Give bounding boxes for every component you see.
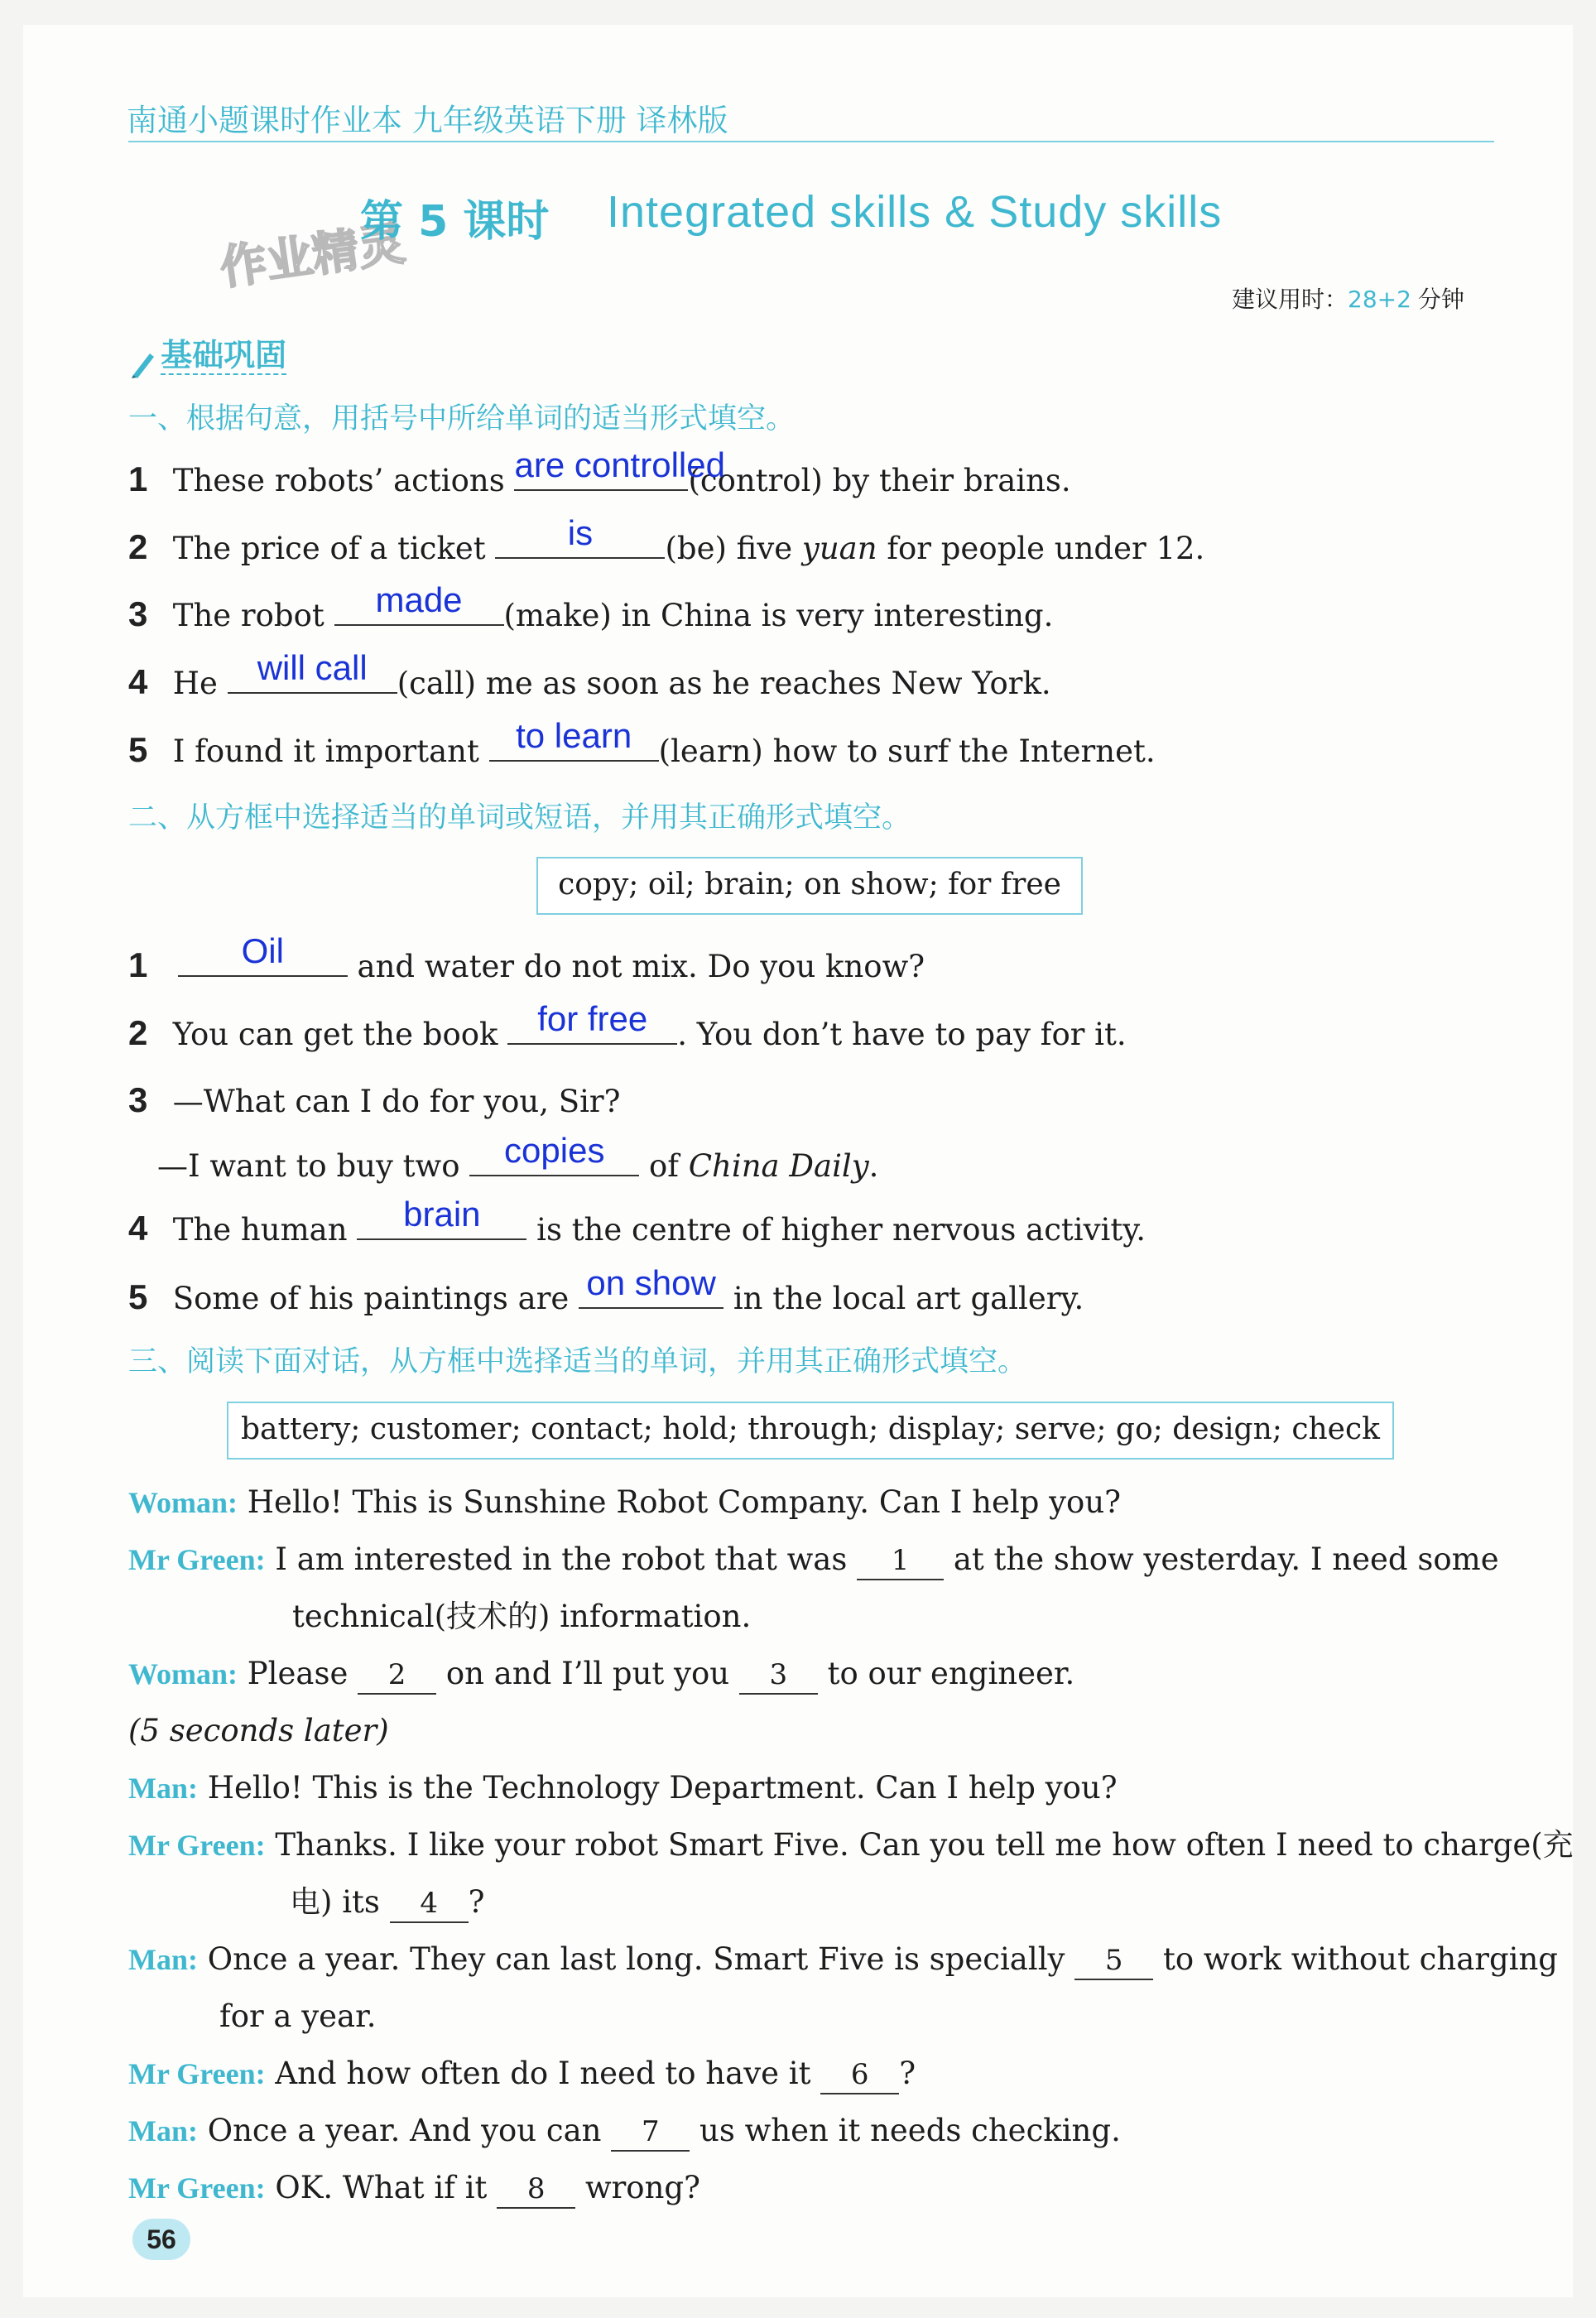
part1-question-3 [128,580,1054,634]
question-text: —What can I do for you, Sir? [172,1084,621,1119]
answer-blank [514,445,725,491]
answer: Oil [241,931,284,970]
dialogue-text: And how often do I need to have it [275,2056,811,2091]
answer: to learn [516,716,632,755]
dialogue-text: ? [468,1884,485,1920]
answer-blank [334,580,504,626]
dialogue-text: Hello! This is the Technology Department. Can I help you? [207,1770,1118,1806]
question-number: 3 [128,1080,148,1119]
part2-instruction: 二、从方框中选择适当的单词或短语，并用其正确形式填空。 [128,801,911,834]
speaker: Mr Green: [128,1829,266,1862]
question-text: I found it important [172,733,479,769]
question-text: —I want to buy two [157,1148,460,1184]
question-text: The human [172,1212,348,1248]
header-divider [128,141,1494,142]
numbered-blank: 8 [497,2171,575,2209]
answer: on show [586,1263,716,1302]
answer-blank [228,648,397,694]
italic-word: China Daily [688,1148,869,1184]
part3-word-box: battery; customer; contact; hold; through; display; serve; go; design; check [227,1402,1394,1460]
numbered-blank: 5 [1074,1942,1153,1980]
speaker: Man: [128,2114,198,2147]
question-number: 4 [128,1209,148,1248]
question-number: 3 [128,594,148,633]
watermark: 作业精灵 [217,216,409,296]
dialogue-text: us when it needs checking. [699,2113,1121,2148]
part2-question-3-reply [157,1131,879,1185]
speaker: Woman: [128,1657,238,1690]
book-title: 南通小题课时作业本 九年级英语下册 译林版 [127,103,728,138]
dialogue-text: Once a year. And you can [207,2113,602,2148]
question-text: for people under 12. [887,531,1205,566]
answer-blank [489,716,659,762]
numbered-blank: 4 [390,1885,469,1923]
question-number: 1 [128,945,148,984]
answer-blank [357,1195,526,1240]
part1-instruction: 一、根据句意，用括号中所给单词的适当形式填空。 [128,402,796,435]
dialogue-line-1 [128,1484,1121,1521]
numbered-blank: 1 [857,1542,944,1580]
answer: copies [504,1131,605,1170]
question-text: (make) in China is very interesting. [503,598,1054,633]
numbered-blank: 7 [611,2114,690,2152]
time-label: 建议用时： [1232,286,1348,313]
dialogue-line-8 [128,2056,916,2094]
category-heading [128,329,286,378]
question-number: 5 [128,1277,148,1316]
dialogue-text: wrong? [584,2170,700,2205]
dialogue-line-5 [128,1770,1118,1806]
answer-blank [507,999,677,1045]
dialogue-text: Hello! This is Sunshine Robot Company. Can I help you? [247,1484,1122,1520]
dialogue-text: on and I’ll put you [445,1656,730,1691]
answer: are controlled [514,445,725,484]
question-number: 2 [128,1013,148,1052]
dialogue-line-6 [128,1827,1574,1864]
speaker: Mr Green: [128,1543,266,1576]
question-number: 4 [128,662,148,701]
question-text: These robots’ actions [172,463,505,498]
part3-instruction: 三、阅读下面对话，从方框中选择适当的单词，并用其正确形式填空。 [128,1345,1027,1378]
dialogue-text: Once a year. They can last long. Smart Five is specially [207,1941,1065,1977]
dialogue-line-9 [128,2113,1121,2152]
dialogue-text: to work without charging [1162,1941,1558,1977]
question-text: Some of his paintings are [172,1281,570,1316]
dialogue-text: to our engineer. [827,1656,1075,1691]
time-unit: 分钟 [1417,286,1464,313]
category-label: 基础巩固 [161,337,287,373]
question-text: (control) by their brains. [688,463,1071,498]
speaker: Man: [128,1943,198,1976]
numbered-blank: 3 [739,1657,818,1695]
dialogue-line-2-cont: technical(技术的) information. [292,1599,752,1634]
answer-blank [495,513,665,559]
part1-question-4 [128,648,1051,702]
dialogue-text: I am interested in the robot that was [275,1541,848,1577]
time-value: 28+2 [1348,286,1411,313]
dialogue-text: Please [247,1656,349,1691]
dialogue-line-6-cont [290,1884,485,1923]
italic-word: yuan [801,531,877,566]
part2-word-box: copy; oil; brain; on show; for free [536,857,1083,915]
numbered-blank: 2 [358,1657,436,1695]
answer-blank [178,931,348,977]
part2-question-4 [128,1195,1146,1248]
question-text: You can get the book [172,1017,498,1052]
dialogue-text: ? [899,2056,916,2091]
part2-question-2 [128,999,1127,1053]
answer: is [567,513,594,552]
part1-question-1 [128,445,1071,499]
speaker: Mr Green: [128,2057,266,2090]
dialogue-stage-direction: (5 seconds later) [128,1713,389,1748]
speaker: Woman: [128,1486,238,1519]
question-text: . You don’t have to pay for it. [677,1017,1127,1052]
speaker: Man: [128,1772,198,1805]
part1-question-5 [128,716,1156,770]
part2-question-3 [128,1082,620,1120]
answer: made [375,580,463,619]
dialogue-text: at the show yesterday. I need some [953,1541,1499,1577]
question-number: 5 [128,730,148,769]
question-text: is the centre of higher nervous activity. [536,1212,1146,1248]
part1-question-2 [128,513,1205,567]
speaker: Mr Green: [128,2171,266,2205]
suggested-time [1232,281,1464,315]
answer: brain [403,1195,481,1234]
dialogue-text: Thanks. I like your robot Smart Five. Can you tell me how often I need to charge(充 [275,1827,1574,1863]
question-text: (call) me as soon as he reaches New York. [397,666,1051,701]
dialogue-text: 电) its [290,1884,380,1920]
dialogue-line-3 [128,1656,1074,1695]
question-number: 2 [128,527,148,566]
question-number: 1 [128,459,148,498]
part2-question-1 [128,931,925,985]
answer: for free [537,999,648,1038]
question-text: The price of a ticket [172,531,486,566]
dialogue-line-7 [128,1941,1558,1980]
answer-blank [579,1263,723,1309]
numbered-blank: 6 [820,2056,899,2094]
page-number: 56 [132,2219,190,2260]
pencil-icon [128,347,156,378]
lesson-title: Integrated skills & Study skills [607,187,1223,237]
dialogue-line-2 [128,1541,1499,1580]
question-text: (learn) how to surf the Internet. [658,733,1156,769]
question-text: of [649,1148,679,1184]
question-text: (be) five [665,531,793,566]
dialogue-text: OK. What if it [275,2170,488,2205]
question-text: in the local art gallery. [733,1281,1084,1316]
question-text: and water do not mix. Do you know? [357,949,925,984]
dialogue-line-10 [128,2170,700,2209]
part2-question-5 [128,1263,1084,1317]
question-text: He [172,666,218,701]
dialogue-line-7-cont: for a year. [219,1998,377,2034]
question-text: . [868,1148,879,1184]
answer: will call [257,648,368,687]
answer-blank [469,1131,639,1176]
question-text: The robot [172,598,324,633]
lesson-number: 第 5 课时 [360,197,550,247]
